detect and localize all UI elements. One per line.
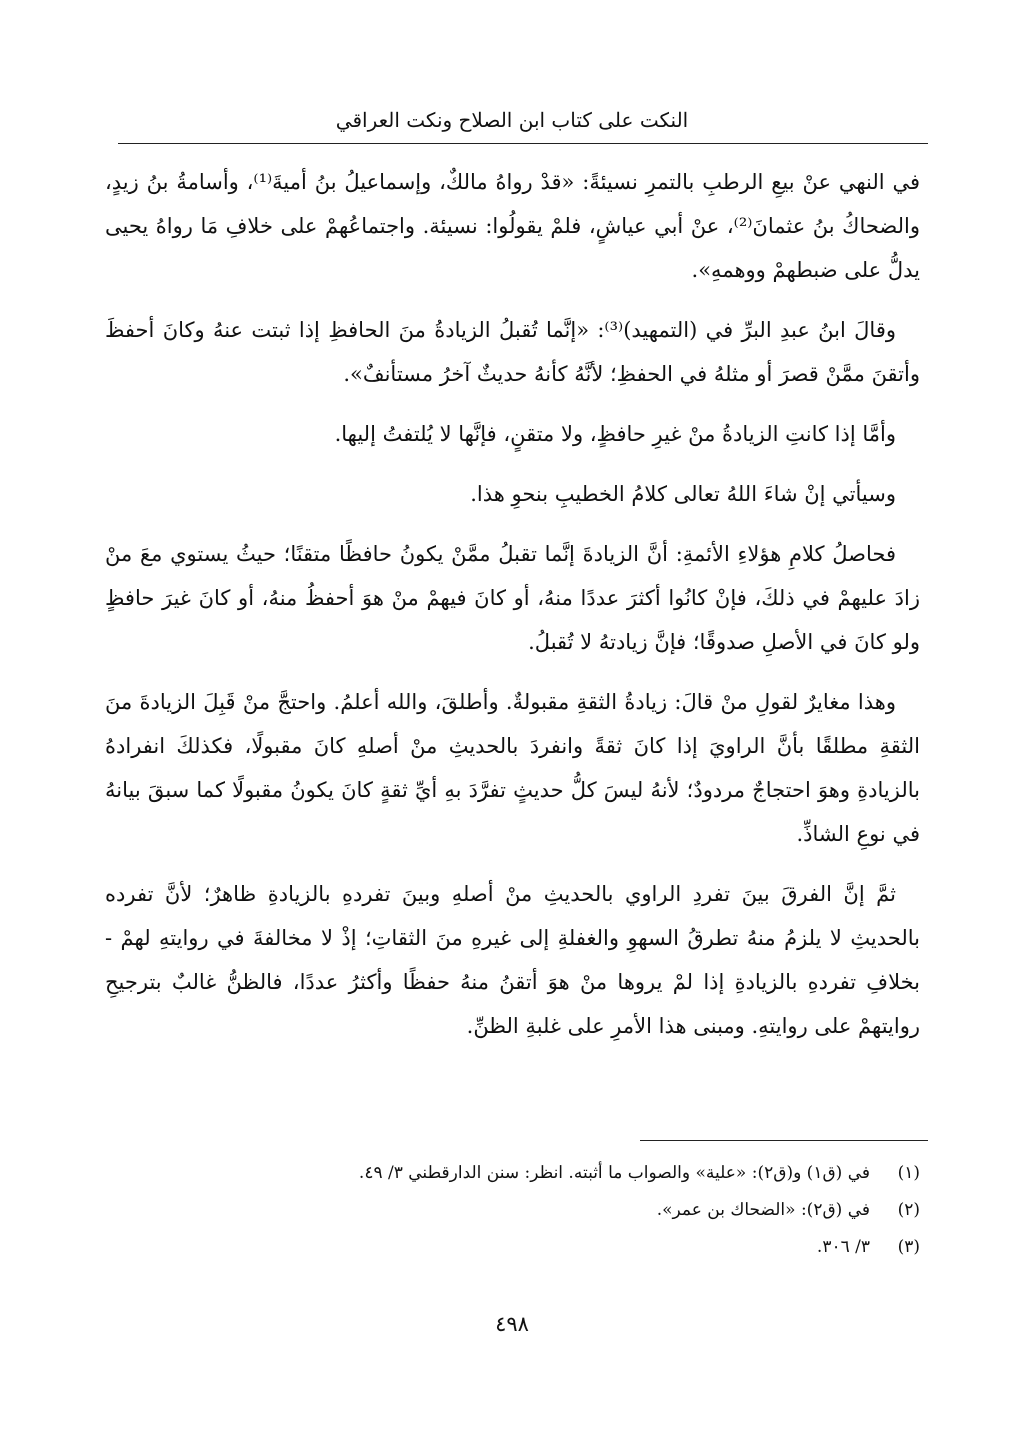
footnote (105, 1155, 920, 1192)
page-number: ٤٩٨ (495, 1312, 529, 1336)
footnote-text: في (ق١) و(ق٢): «علية» والصواب ما أثبته. انظر: سنن الدارقطني ٣/ ٤٩. (358, 1163, 870, 1183)
footnote-number: (٢) (897, 1200, 920, 1220)
header-rule (118, 143, 928, 144)
footnote (105, 1229, 920, 1266)
paragraph: في النهي عنْ بيعِ الرطبِ بالتمرِ نسيئةً: «قدْ رواهُ مالكٌ، وإسماعيلُ بنُ أميةَ⁽¹⁾، وأسامةُ بنُ زيدٍ، والضحاكُ بنُ عثمانَ⁽²⁾، عنْ أبي عياشٍ، فلمْ يقولُوا: نسيئة. واجتماعُهمْ على خلافِ مَا رواهُ يحيى يدلُّ على ضبطهمْ ووهمهِ». (105, 170, 920, 282)
footnote-number: (١) (897, 1163, 920, 1183)
footnote-text: ٣/ ٣٠٦. (816, 1237, 870, 1257)
paragraph: وسيأتي إنْ شاءَ اللهُ تعالى كلامُ الخطيبِ بنحوِ هذا. (470, 482, 896, 506)
paragraph: ثمَّ إنَّ الفرقَ بينَ تفردِ الراوي بالحديثِ منْ أصلهِ وبينَ تفردهِ بالزيادةِ ظاهرٌ؛ لأنَّ تفرده بالحديثِ لا يلزمُ منهُ تطرقُ السهوِ والغفلةِ إلى غيرهِ منَ الثقاتِ؛ إذْ لا مخالفةَ في روايتهِ لهمْ - بخلافِ تفردهِ بالزيادةِ إذا لمْ يروها منْ هوَ أتقنُ منهُ حفظًا وأكثرُ عددًا، فالظنُّ غالبٌ بترجيحِ روايتهمْ على روايتهِ. ومبنى هذا الأمرِ على غلبةِ الظنِّ. (105, 882, 920, 1038)
footnote (105, 1192, 920, 1229)
running-header: النكت على كتاب ابن الصلاح ونكت العراقي (335, 108, 689, 132)
footnote-number: (٣) (897, 1237, 920, 1257)
footnotes (105, 1155, 920, 1266)
paragraph: وأمَّا إذا كانتِ الزيادةُ منْ غيرِ حافظٍ، ولا متقنٍ، فإنَّها لا يُلتفتُ إليها. (334, 422, 896, 446)
paragraph: فحاصلُ كلامِ هؤلاءِ الأئمةِ: أنَّ الزيادةَ إنَّما تقبلُ ممَّنْ يكونُ حافظًا متقنًا؛ حيثُ يستوي معَ منْ زادَ عليهمْ في ذلكَ، فإنْ كانُوا أكثرَ عددًا منهُ، أو كانَ فيهمْ منْ هوَ أحفظُ منهُ، أو كانَ غيرَ حافظٍ ولو كانَ في الأصلِ صدوقًا؛ فإنَّ زيادتهُ لا تُقبلُ. (105, 542, 920, 654)
paragraph: وقالَ ابنُ عبدِ البرِّ في (التمهيد)⁽³⁾: «إنَّما تُقبلُ الزيادةُ منَ الحافظِ إذا ثبتت عنهُ وكانَ أحفظَ وأتقنَ ممَّنْ قصرَ أو مثلهُ في الحفظِ؛ لأنَّهُ كأنهُ حديثٌ آخرُ مستأنفٌ». (105, 318, 920, 386)
paragraph: وهذا مغايرٌ لقولِ منْ قالَ: زيادةُ الثقةِ مقبولةٌ. وأطلقَ، والله أعلمُ. واحتجَّ منْ قَبِلَ الزيادةَ منَ الثقةِ مطلقًا بأنَّ الراويَ إذا كانَ ثقةً وانفردَ بالحديثِ منْ أصلهِ كانَ مقبولًا، فكذلكَ انفرادهُ بالزيادةِ وهوَ احتجاجٌ مردودٌ؛ لأنهُ ليسَ كلُّ حديثٍ تفرَّدَ بهِ أيِّ ثقةٍ كانَ يكونُ مقبولًا كما سبقَ بيانهُ في نوعِ الشاذِّ. (105, 690, 920, 846)
footnote-rule (640, 1140, 928, 1141)
footnote-text: في (ق٢): «الضحاك بن عمر». (656, 1200, 870, 1220)
main-text (105, 160, 920, 1064)
